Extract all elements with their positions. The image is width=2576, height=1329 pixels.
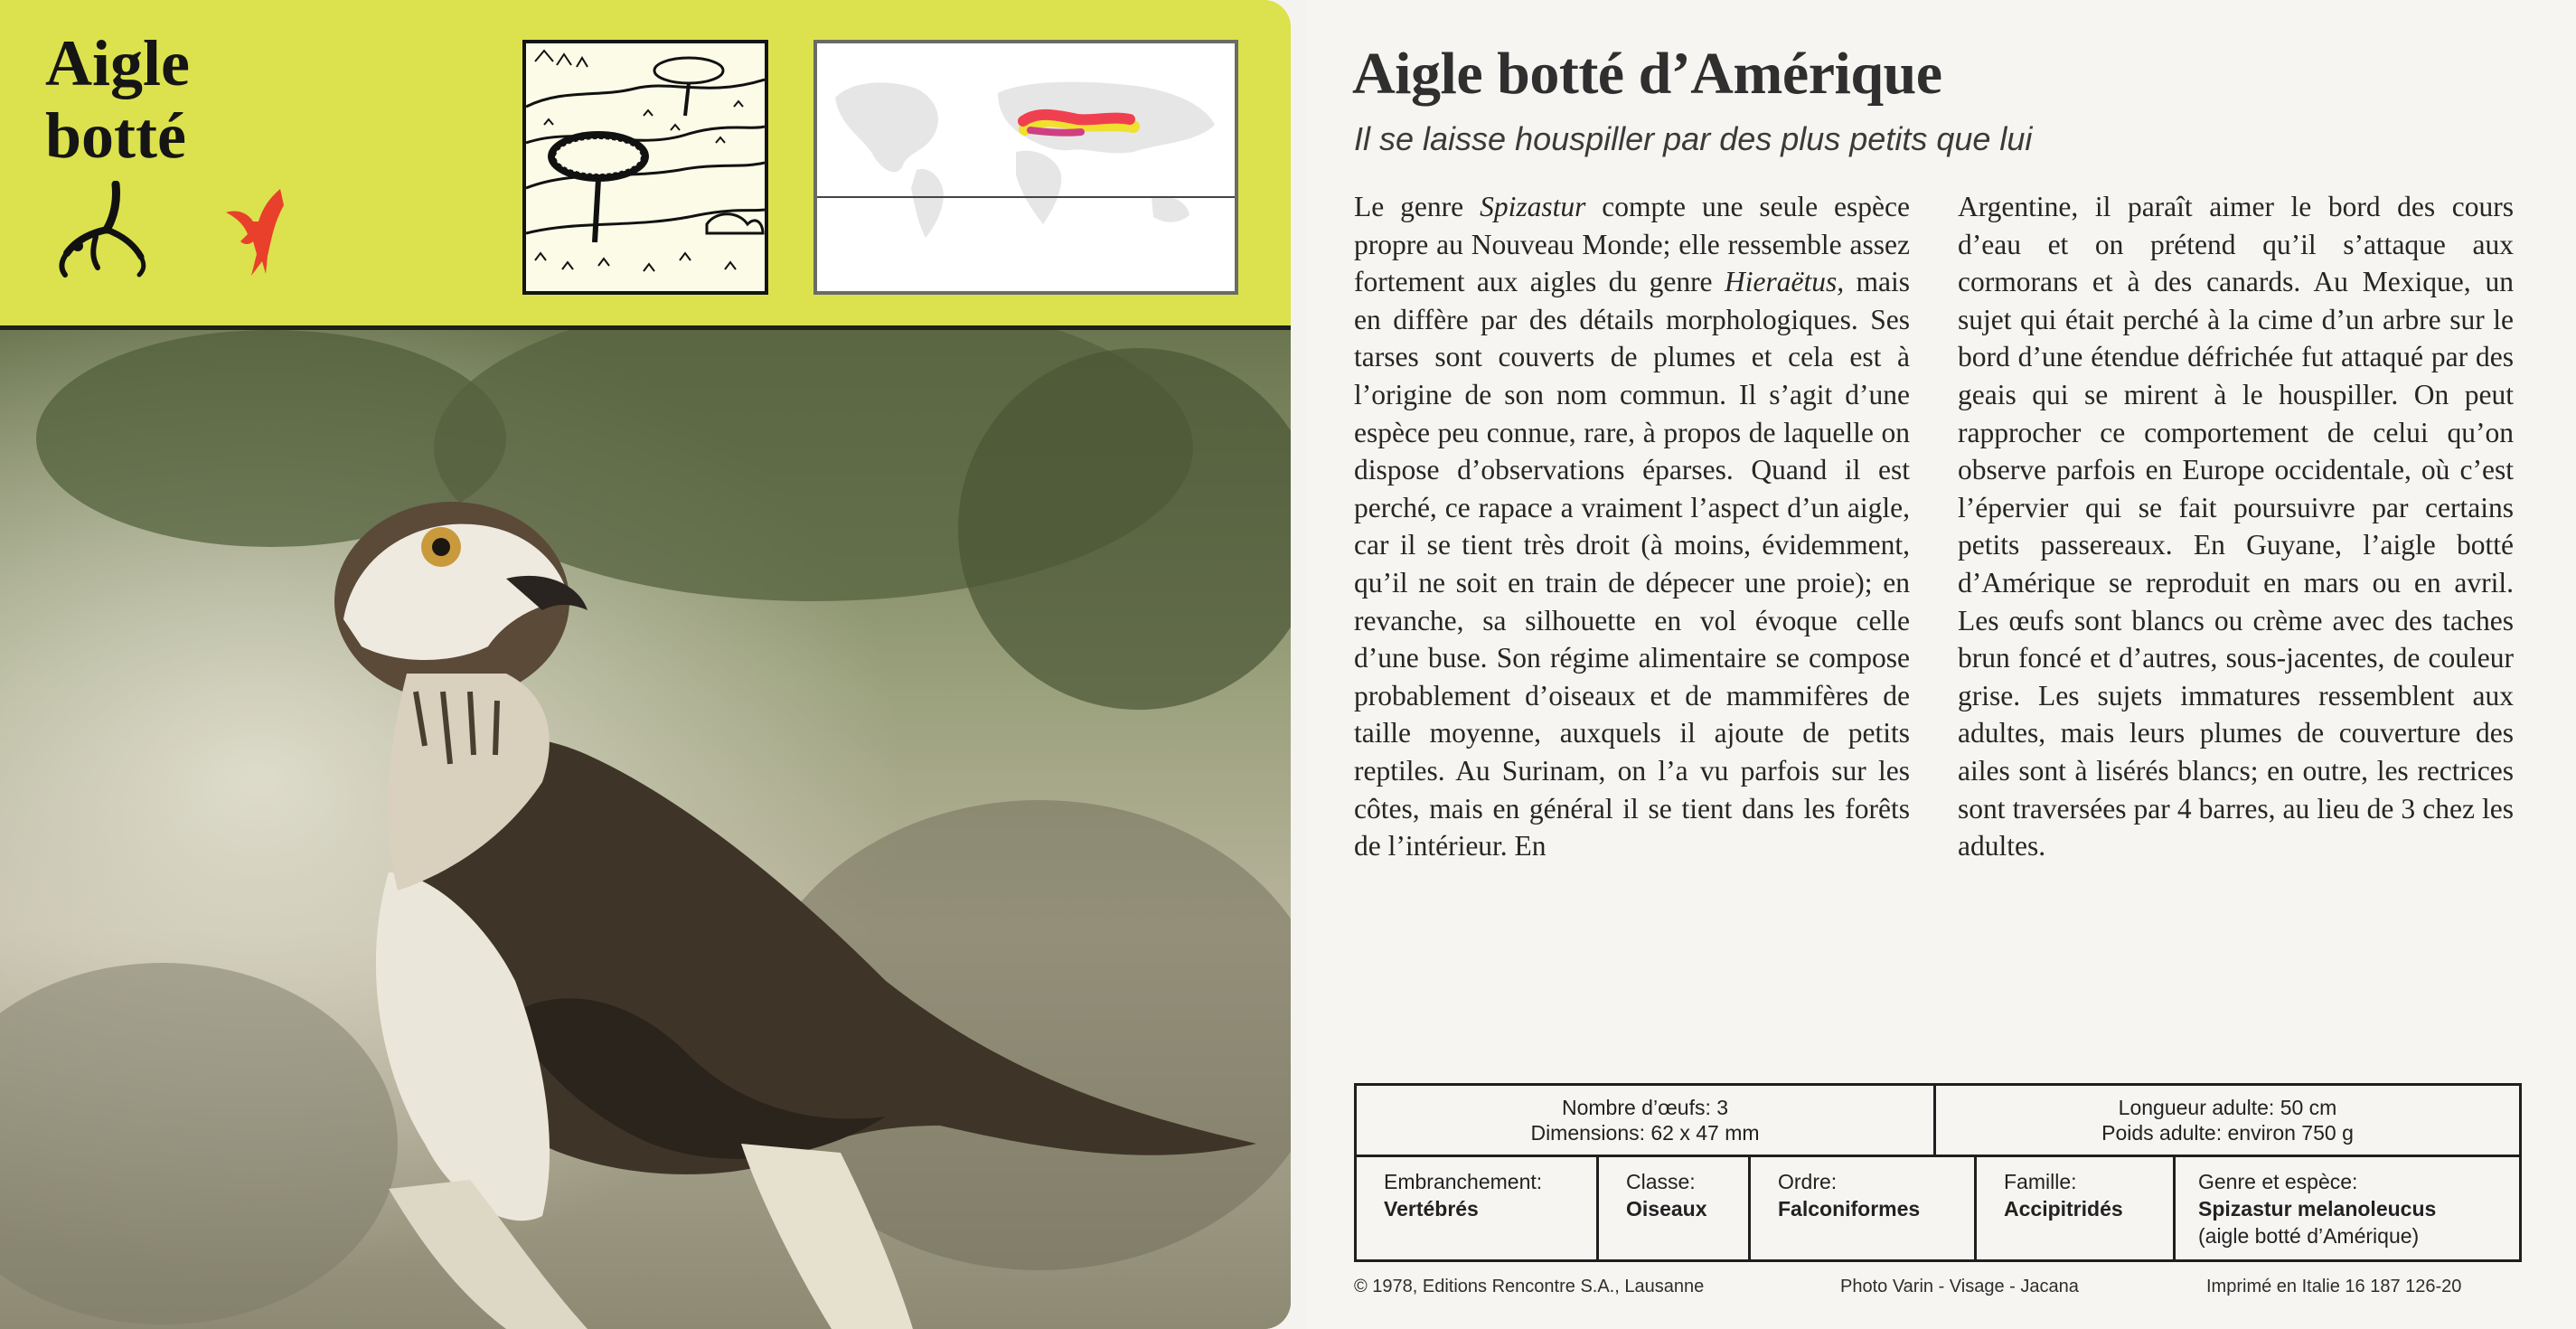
classification-cell (1751, 1157, 1977, 1259)
card-title (45, 27, 190, 172)
classification-cell (1977, 1157, 2176, 1259)
genus-name: Hieraëtus, (1724, 266, 1845, 298)
card-title-line2: botté (45, 99, 186, 172)
classification-row (1357, 1157, 2519, 1259)
egg-dimensions: Dimensions: 62 x 47 mm (1530, 1121, 1760, 1145)
classification-value: Oiseaux (1626, 1197, 1707, 1221)
eagle-photo (0, 330, 1291, 1329)
classification-label: Embranchement: (1384, 1170, 1543, 1193)
body-text: compte une seule espèce propre au Nouveau Monde; elle ressemble assez fortement aux aigles du genre (1354, 191, 1910, 298)
print-info: Imprimé en Italie 16 187 126-20 (2206, 1277, 2462, 1296)
common-name: (aigle botté d’Amérique) (2198, 1224, 2420, 1248)
article-subtitle: Il se laisse houspiller par des plus petits que lui (1354, 120, 2033, 157)
adult-facts (1936, 1086, 2519, 1155)
flying-bird-icon (217, 185, 289, 280)
classification-value: Accipitridés (2004, 1197, 2123, 1221)
genus-name: Spizastur (1480, 191, 1586, 222)
classification-label: Famille: (2004, 1170, 2077, 1193)
article-title: Aigle botté d’Amérique (1352, 41, 1942, 107)
right-card (1307, 0, 2576, 1329)
classification-label: Genre et espèce: (2198, 1170, 2358, 1193)
egg-count: Nombre d’œufs: 3 (1561, 1096, 1729, 1119)
classification-cell (2176, 1157, 2519, 1259)
classification-value: Vertébrés (1384, 1197, 1479, 1221)
adult-length: Longueur adulte: 50 cm (2118, 1096, 2337, 1119)
body-column-right: Argentine, il paraît aimer le bord des cours d’eau et on prétend qu’il s’attaque aux cormorans et à des canards. Au Mexique, un sujet qui était perché à la cime d’un arbre sur le bord d’une étendue défrichée fut attaqué par des geais qui se mirent à le houspiller. On peut rapprocher ce comportement de celui qu’on observe parfois en Europe occidentale, où c’est l’épervier qui se fait poursuivre par certains petits passereaux. En Guyane, l’aigle botté d’Amérique se reproduit en mars ou en avril. Les œufs sont blancs ou crème avec des taches brun foncé et d’autres, sous-jacentes, de couleur grise. Les sujets immatures ressemblent aux adultes, mais leurs plumes de couverture des ailes sont à lisérés blancs; en outre, les rectrices sont traversées par 4 barres, au lieu de 3 chez les adultes. (1958, 191, 2514, 862)
body-text: Le genre (1354, 191, 1481, 222)
talon-icon (45, 181, 163, 280)
facts-measurements-row (1357, 1086, 2519, 1157)
classification-value: Spizastur melanoleucus (2198, 1197, 2437, 1221)
habitat-landscape-icon (522, 40, 768, 295)
adult-weight: Poids adulte: environ 750 g (2101, 1121, 2354, 1145)
body-text: mais en diffère par des détails morphologiques. Ses tarses sont couverts de plumes et cela est à l’origine de son nom commun. Il s’agit d’une espèce peu connue, rare, à propos de laquelle on dispose d’observations éparses. Quand il est perché, ce rapace a vraiment l’aspect d’un aigle, car il se tient très droit (à moins, évidemment, qu’il ne soit en train de dépecer une proie); en revanche, sa silhouette en vol évoque celle d’une buse. Son régime alimentaire se compose probablement d’oiseaux et de mammifères de taille moyenne, auxquels il ajoute de petits reptiles. Au Surinam, on l’a vu parfois sur les côtes, mais en général il se tient dans les forêts de l’intérieur. En (1354, 266, 1910, 862)
body-column-left (1354, 188, 1910, 865)
facts-table (1354, 1083, 2522, 1262)
egg-facts (1357, 1086, 1936, 1155)
copyright: © 1978, Editions Rencontre S.A., Lausanne (1354, 1277, 1705, 1296)
header-band (0, 0, 1291, 330)
card-title-line1: Aigle (45, 27, 190, 99)
classification-cell (1599, 1157, 1751, 1259)
photo-credit: Photo Varin - Visage - Jacana (1840, 1277, 2079, 1296)
world-map-icon (813, 40, 1238, 295)
classification-label: Classe: (1626, 1170, 1696, 1193)
classification-value: Falconiformes (1778, 1197, 1921, 1221)
classification-label: Ordre: (1778, 1170, 1838, 1193)
classification-cell (1357, 1157, 1599, 1259)
